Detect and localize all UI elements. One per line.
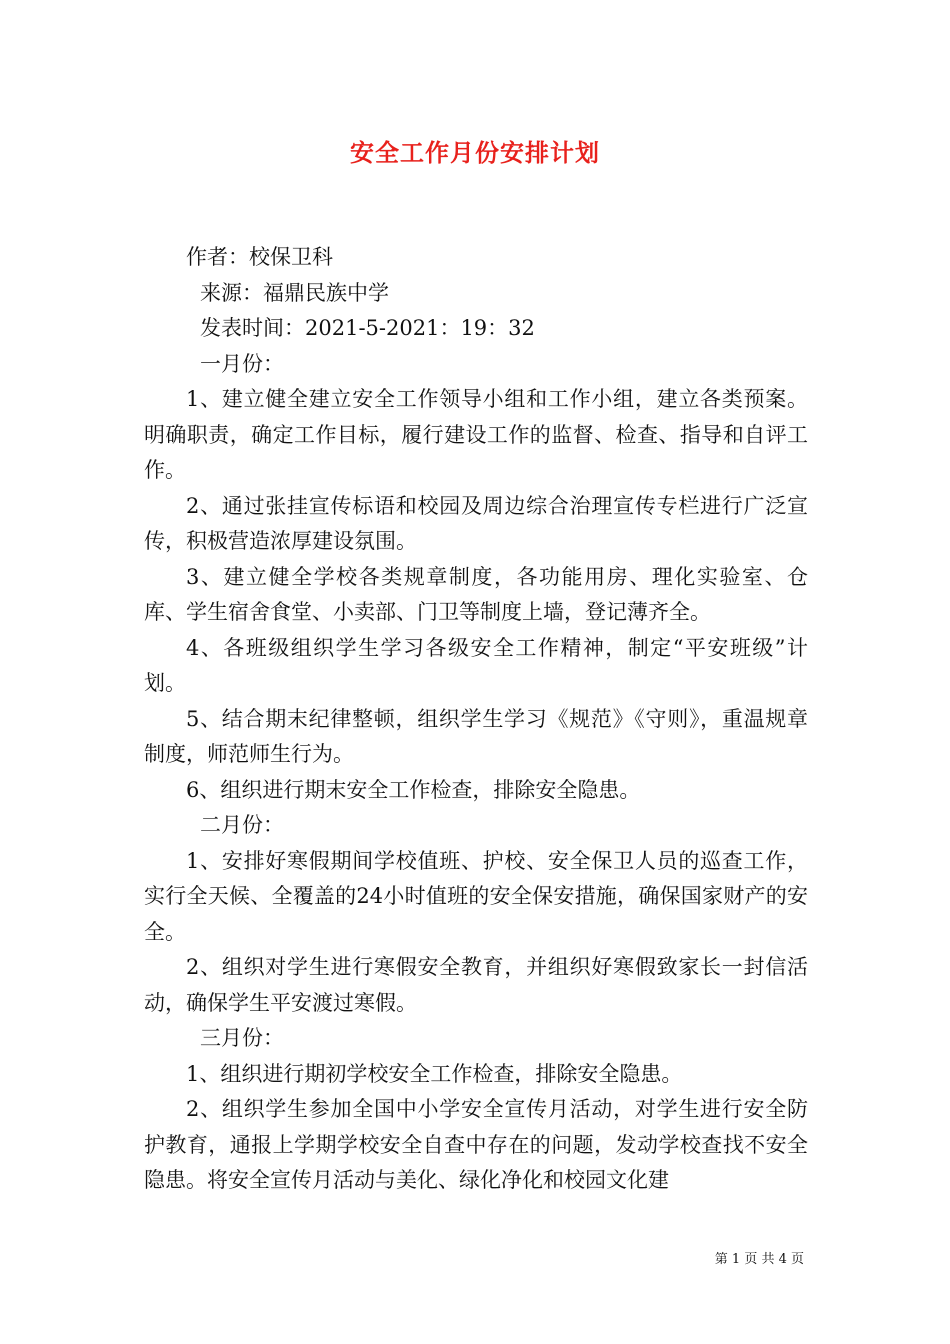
paragraph: 2、组织对学生进行寒假安全教育，并组织好寒假致家长一封信活动，确保学生平安渡过寒假。 [144,955,808,1015]
section-heading-january: 一月份： [200,351,284,376]
paragraph: 2、通过张挂宣传标语和校园及周边综合治理宣传专栏进行广泛宣传，积极营造浓厚建设氛围。 [144,493,808,553]
author-line: 作者：校保卫科 [186,245,333,269]
paragraph: 2、组织学生参加全国中小学安全宣传月活动，对学生进行安全防护教育，通报上学期学校安全自查中存在的问题，发动学校查找不安全隐患。将安全宣传月活动与美化、绿化净化和校园文化建 [144,1097,808,1192]
paragraph: 3、建立健全学校各类规章制度，各功能用房、理化实验室、仓库、学生宿舍食堂、小卖部、门卫等制度上墙，登记薄齐全。 [144,564,808,624]
paragraph: 4、各班级组织学生学习各级安全工作精神，制定“平安班级”计划。 [144,635,808,695]
paragraph: 6、组织进行期末安全工作检查，排除安全隐患。 [186,777,641,802]
section-heading-march: 三月份： [200,1026,284,1050]
source-line: 来源：福鼎民族中学 [200,280,389,305]
page-number: 第 1 页 共 4 页 [714,1252,804,1267]
paragraph: 5、结合期末纪律整顿，组织学生学习《规范》《守则》，重温规章制度，师范师生行为。 [144,706,808,766]
published-line: 发表时间：2021-5-2021：19：32 [200,316,535,340]
document-body [144,240,808,1199]
paragraph: 1、建立健全建立安全工作领导小组和工作小组，建立各类预案。明确职责，确定工作目标，履行建设工作的监督、检查、指导和自评工作。 [144,387,808,482]
paragraph: 1、组织进行期初学校安全工作检查，排除安全隐患。 [186,1061,683,1086]
section-heading-february: 二月份： [200,813,284,837]
document-title: 安全工作月份安排计划 [350,138,600,167]
paragraph: 1、安排好寒假期间学校值班、护校、安全保卫人员的巡查工作，实行全天候、全覆盖的24小时值班的安全保安措施，确保国家财产的安全。 [144,848,808,944]
